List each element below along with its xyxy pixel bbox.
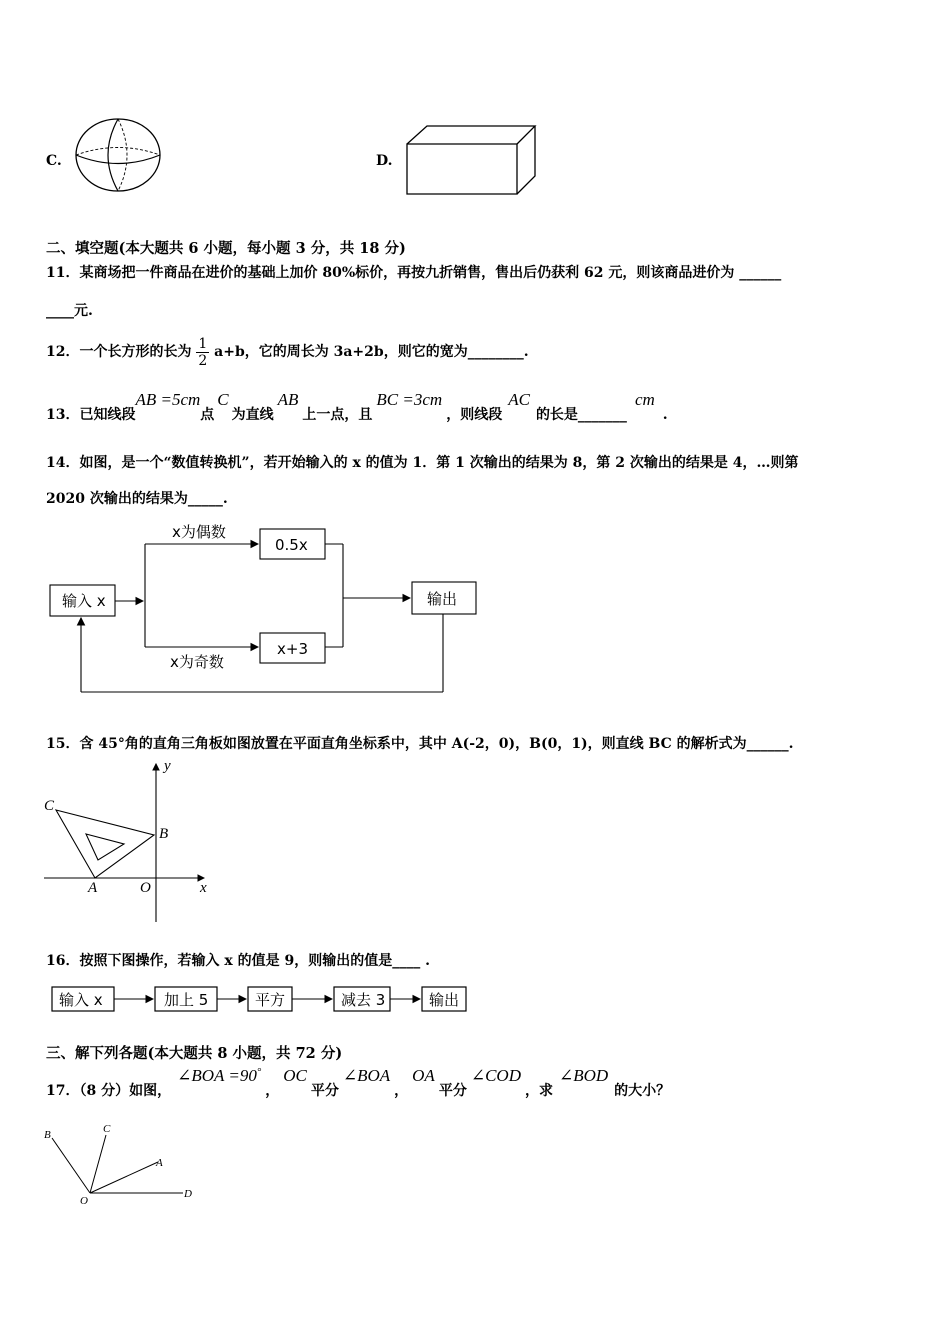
q17-math-oa: OA [412, 1066, 435, 1086]
q14-output-label: 输出 [427, 590, 458, 608]
q16-step-2: 加上 5 [164, 991, 209, 1009]
cuboid-figure [405, 124, 537, 196]
q17-text-6: ，求 [524, 1083, 553, 1100]
q13-question [46, 390, 668, 423]
q17-label-o: O [80, 1195, 88, 1207]
q13-text-7: . [662, 407, 668, 423]
q11-line1: 11．某商场把一件商品在进价的基础上加价 80%标价，再按九折销售，售出后仍获利 62 元，则该商品进价为 ______ [46, 265, 782, 281]
q17-math-cod: ∠COD [470, 1066, 521, 1086]
q13-math-ab: AB =5cm [135, 390, 201, 409]
q14-odd-box-label: x+3 [277, 640, 308, 658]
q13-text-3: 为直线 [231, 407, 274, 423]
q15-label-y: y [164, 758, 171, 774]
q17-degree: ° [256, 1066, 262, 1078]
sphere-figure [74, 118, 164, 194]
q17-angle-figure [40, 1120, 210, 1215]
q13-math-line-ab: AB [277, 390, 299, 409]
q12-prefix: 12．一个长方形的长为 [46, 344, 192, 360]
q16-step-1: 输入 x [59, 991, 103, 1009]
q13-math-c: C [217, 390, 229, 409]
q14-line1: 14．如图，是一个“数值转换机”，若开始输入的 x 的值为 1．第 1 次输出的结果为 8，第 2 次输出的结果是 4，…则第 [46, 455, 799, 471]
q16-question: 16．按照下图操作，若输入 x 的值是 9，则输出的值是____ . [46, 953, 430, 969]
q13-math-bc: BC =3cm [376, 390, 443, 409]
q17-label-c: C [103, 1123, 111, 1135]
q15-question: 15．含 45°角的直角三角板如图放置在平面直角坐标系中，其中 A(-2，0)，B(0，1)，则直线 BC 的解析式为______. [46, 736, 794, 752]
q14-even-box-label: 0.5x [275, 536, 308, 554]
q15-label-o: O [140, 880, 151, 896]
q17-text-4: ， [394, 1083, 409, 1100]
q11-line2: ____元. [46, 303, 93, 319]
q17-math-boa90: ∠BOA =90 [177, 1066, 257, 1086]
q16-step-4: 减去 3 [341, 991, 386, 1009]
q16-flow-diagram [50, 984, 470, 1016]
q17-math-boa: ∠BOA [342, 1066, 391, 1086]
q17-label-b: B [44, 1129, 51, 1141]
q14-odd-label: x为奇数 [170, 653, 224, 671]
q12-suffix: a+b，它的周长为 3a+2b，则它的宽为________. [214, 344, 529, 360]
q16-step-5: 输出 [429, 991, 460, 1009]
q17-question [46, 1066, 671, 1100]
q16-step-3: 平方 [255, 991, 286, 1009]
q12-question [46, 334, 529, 370]
q17-math-oc: OC [283, 1066, 307, 1086]
q17-math-bod: ∠BOD [558, 1066, 609, 1086]
q13-text-1: 13．已知线段 [46, 407, 136, 423]
q13-text-5: ，则线段 [446, 407, 503, 423]
q17-text-5: 平分 [438, 1083, 467, 1100]
q13-text-2: 点 [200, 407, 215, 423]
q17-label-d: D [184, 1188, 192, 1200]
q13-math-cm: cm [634, 390, 655, 409]
q15-label-b: B [159, 826, 169, 842]
q12-fraction: $\frac{1}{2}$ [198, 335, 208, 369]
q17-text-7: 的大小？ [614, 1083, 671, 1100]
q17-text-3: 平分 [310, 1083, 339, 1100]
q17-text-1: 17．（8 分）如图， [46, 1083, 172, 1100]
q14-conversion-diagram [40, 515, 490, 700]
q14-input-label: 输入 x [62, 592, 106, 610]
q14-line2: 2020 次输出的结果为_____. [46, 491, 228, 507]
q17-text-2: ， [265, 1083, 280, 1100]
q13-math-ac: AC [508, 390, 530, 409]
q14-even-label: x为偶数 [172, 523, 226, 541]
q15-label-a: A [88, 880, 98, 896]
section3-heading: 三、解下列各题(本大题共 8 小题，共 72 分) [46, 1045, 343, 1062]
q15-label-c: C [44, 798, 55, 814]
q15-label-x: x [200, 880, 207, 896]
section2-heading: 二、填空题(本大题共 6 小题，每小题 3 分，共 18 分) [46, 240, 406, 257]
option-c-label: C. [46, 153, 62, 169]
q17-label-a: A [156, 1157, 163, 1169]
q13-text-6: 的长是_______ [535, 407, 627, 423]
q15-coordinate-figure [40, 758, 220, 928]
q13-text-4: 上一点，且 [302, 407, 373, 423]
option-d-label: D. [376, 153, 393, 169]
